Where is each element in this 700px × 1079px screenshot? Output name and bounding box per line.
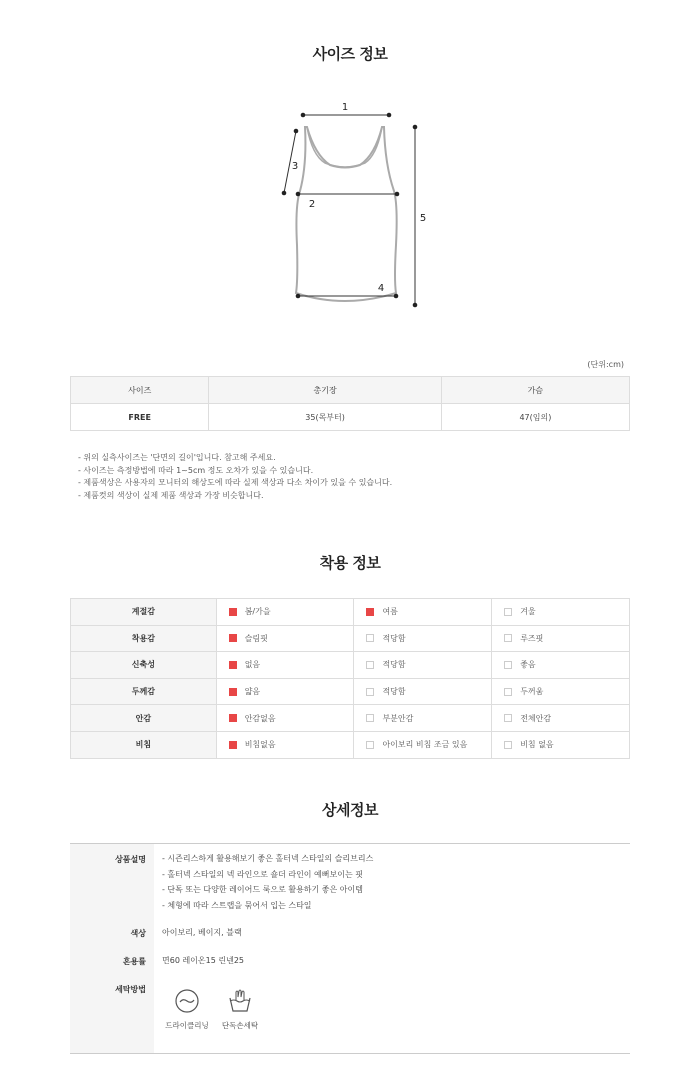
fit-row-label: 착용감 [71, 625, 217, 652]
fit-option [492, 652, 630, 679]
description-line: - 시즌리스하게 활용해보기 좋은 홀터넥 스타일의 슬리브리스 [162, 854, 374, 863]
diagram-label-5: 5 [419, 213, 427, 224]
hand-wash-label: 단독손세탁 [221, 1021, 259, 1030]
fit-option [354, 625, 492, 652]
fit-row-label: 신축성 [71, 652, 217, 679]
checked-checkbox [229, 661, 237, 669]
fit-option-label: 여름 [382, 607, 398, 617]
unchecked-checkbox [504, 714, 512, 722]
fit-option-label: 좋음 [520, 660, 536, 670]
checked-checkbox [229, 608, 237, 616]
fit-option [354, 678, 492, 705]
fit-option [216, 599, 354, 626]
fit-option-label: 적당함 [382, 633, 406, 643]
fit-row [71, 599, 630, 626]
unchecked-checkbox [366, 661, 374, 669]
note-item: - 위의 실측사이즈는 '단면의 길이'입니다. 참고해 주세요. [78, 453, 276, 462]
fit-option [216, 731, 354, 758]
fit-row-label: 안감 [71, 705, 217, 732]
note-item: - 제품색상은 사용자의 모니터의 해상도에 따라 실제 색상과 다소 차이가 있을 수 있습니다. [78, 478, 393, 487]
fit-row [71, 731, 630, 758]
description-label: 상품설명 [115, 855, 146, 864]
dry-cleaning-icon [174, 988, 200, 1014]
fit-option [354, 731, 492, 758]
fit-option [216, 678, 354, 705]
description-line: - 체형에 따라 스트랩을 묶어서 입는 스타일 [162, 900, 312, 910]
material-label: 혼용률 [122, 957, 146, 966]
chest-cell: 47(임의) [441, 404, 629, 431]
fit-option-label: 루즈핏 [520, 633, 544, 643]
fit-option [492, 731, 630, 758]
wash-label: 세탁방법 [115, 985, 146, 994]
fit-option [216, 705, 354, 732]
diagram-label-2: 2 [308, 199, 316, 210]
fit-option [354, 652, 492, 679]
fit-table [70, 598, 630, 759]
material-value: 면60 레이온15 린넨25 [162, 956, 244, 965]
color-value: 아이보리, 베이지, 블랙 [162, 928, 242, 937]
fit-option-label: 안감없음 [244, 713, 276, 723]
note-item: - 사이즈는 측정방법에 따라 1~5cm 정도 오차가 있을 수 있습니다. [78, 465, 314, 475]
unchecked-checkbox [366, 714, 374, 722]
checked-checkbox [229, 741, 237, 749]
fit-row-label: 두께감 [71, 678, 217, 705]
hand-wash-icon [227, 988, 253, 1014]
checked-checkbox [229, 688, 237, 696]
checked-checkbox [229, 714, 237, 722]
color-label: 색상 [130, 929, 146, 938]
detail-panel [70, 843, 630, 1054]
fit-option-label: 겨울 [520, 607, 536, 617]
fit-row [71, 678, 630, 705]
unchecked-checkbox [366, 634, 374, 642]
size-table [70, 376, 630, 431]
description-line: - 단독 또는 다양한 레이어드 룩으로 활용하기 좋은 아이템 [162, 885, 363, 894]
diagram-label-3: 3 [291, 161, 299, 172]
unit-label: (단위:cm) [587, 360, 624, 369]
wash-item-dry-cleaning [162, 988, 212, 1031]
fit-row-label: 비침 [71, 731, 217, 758]
wash-item-hand-wash [218, 988, 262, 1031]
unchecked-checkbox [504, 661, 512, 669]
description-line: - 홀터넥 스타일의 넥 라인으로 숄더 라인이 예뻐보이는 핏 [162, 869, 363, 879]
unchecked-checkbox [504, 608, 512, 616]
size-section-title: 사이즈 정보 [312, 45, 388, 63]
fit-row [71, 625, 630, 652]
unchecked-checkbox [366, 741, 374, 749]
fit-option [492, 599, 630, 626]
fit-option-label: 없음 [244, 660, 261, 670]
length-cell: 35(목부터) [209, 404, 441, 431]
fit-option-label: 적당함 [382, 660, 406, 670]
fit-option [216, 625, 354, 652]
unchecked-checkbox [504, 688, 512, 696]
size-cell: FREE [71, 404, 209, 431]
fit-option-label: 봄/가을 [244, 607, 271, 617]
fit-option-label: 전체안감 [520, 713, 552, 723]
fit-option-label: 적당함 [382, 687, 406, 697]
fit-row-label: 계절감 [71, 599, 217, 626]
fit-option-label: 비침없음 [244, 740, 276, 750]
dry-cleaning-label: 드라이클리닝 [165, 1021, 209, 1030]
fit-option-label: 부분안감 [382, 713, 414, 723]
fit-option [354, 705, 492, 732]
diagram-label-4: 4 [377, 283, 385, 294]
detail-label-column [70, 844, 154, 1053]
note-item: - 제품컷의 색상이 실제 제품 색상과 가장 비슷합니다. [78, 490, 264, 500]
size-header-size: 사이즈 [71, 377, 209, 404]
fit-option [354, 599, 492, 626]
diagram-label-1: 1 [341, 102, 349, 113]
unchecked-checkbox [504, 741, 512, 749]
checked-checkbox [229, 634, 237, 642]
unchecked-checkbox [504, 634, 512, 642]
garment-measurement-diagram [270, 95, 440, 320]
fit-option [216, 652, 354, 679]
size-header-chest: 가슴 [441, 377, 629, 404]
fit-option-label: 슬림핏 [244, 633, 268, 643]
description-list [162, 851, 373, 913]
size-table-header [71, 377, 630, 404]
fit-section-title: 착용 정보 [319, 554, 381, 572]
fit-option-label: 얇음 [244, 687, 261, 697]
fit-row [71, 705, 630, 732]
fit-option-label: 두꺼움 [520, 687, 544, 697]
size-notes [78, 452, 392, 502]
unchecked-checkbox [366, 688, 374, 696]
checked-checkbox [366, 608, 374, 616]
fit-option [492, 705, 630, 732]
size-header-length: 총기장 [209, 377, 441, 404]
fit-row [71, 652, 630, 679]
fit-option [492, 678, 630, 705]
fit-option-label: 비침 없음 [520, 740, 554, 750]
fit-option [492, 625, 630, 652]
fit-option-label: 아이보리 비침 조금 있음 [382, 740, 468, 750]
detail-section-title: 상세정보 [322, 801, 378, 819]
table-row [71, 404, 630, 431]
